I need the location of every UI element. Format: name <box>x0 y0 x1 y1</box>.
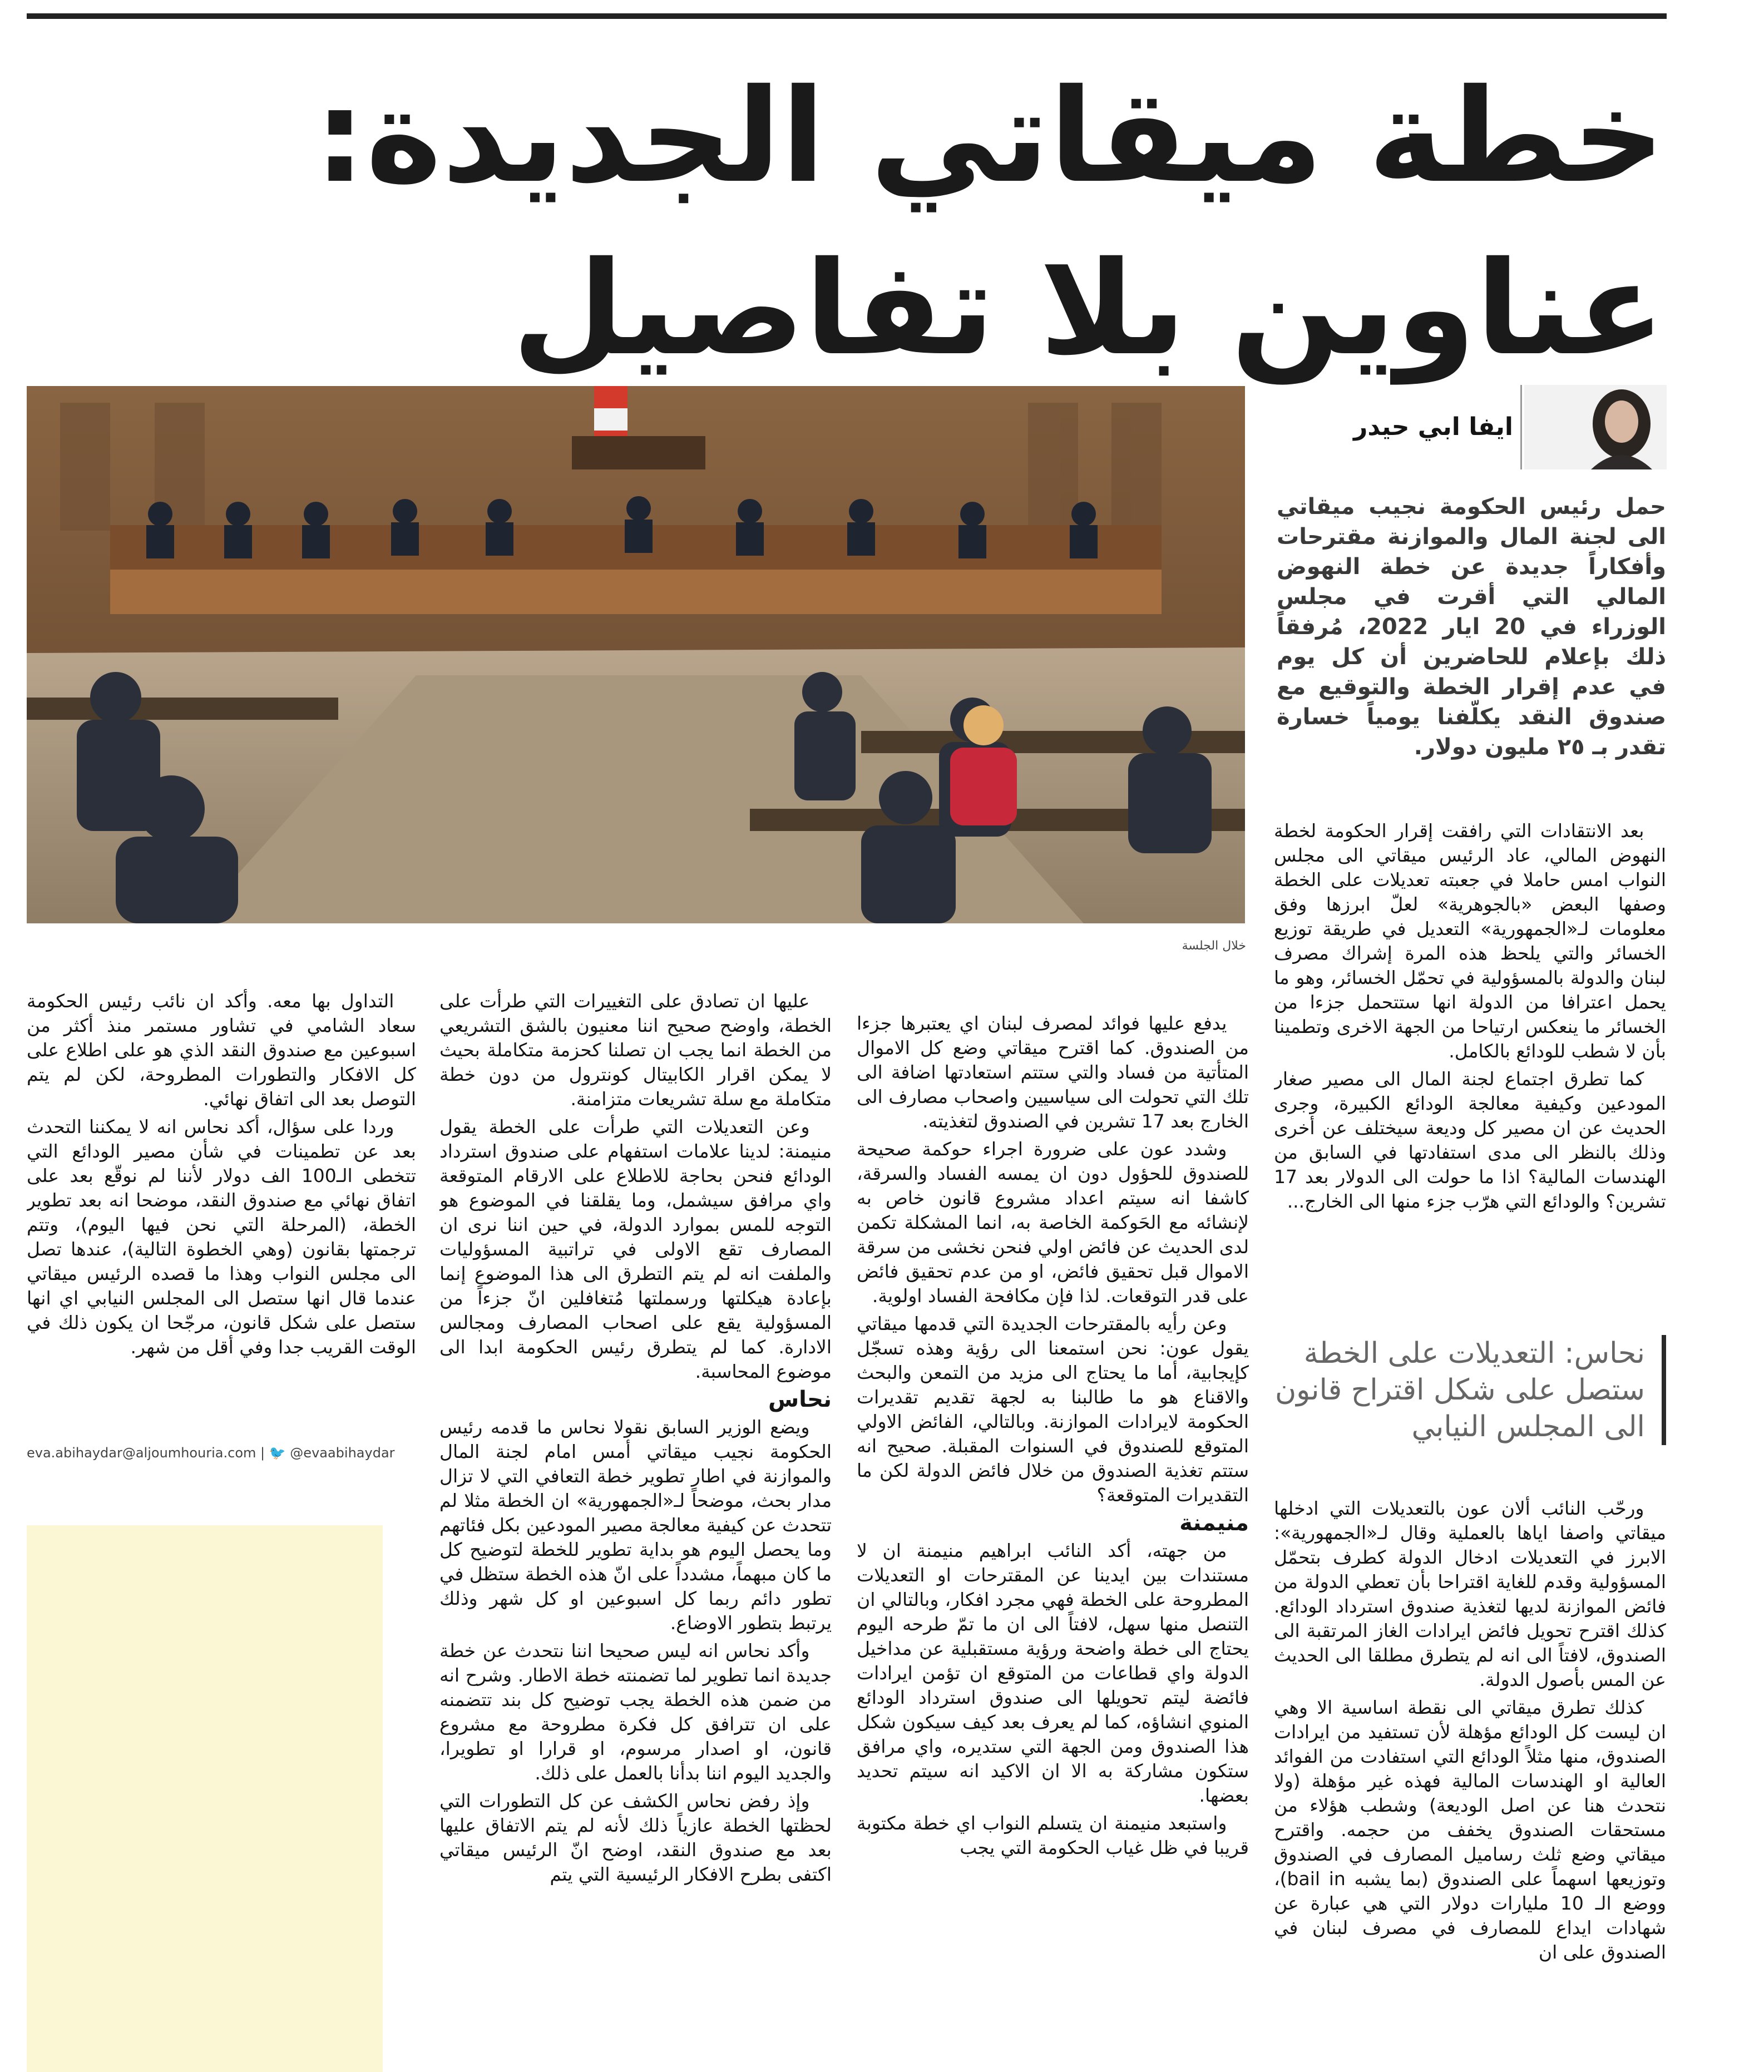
paragraph: وأكد نحاس انه ليس صحيحا اننا نتحدث عن خطة جديدة انما تطوير لما تضمنته خطة الاطار. وشرح انه من ضمن هذه الخطة يجب توضيح كل بند تتضمنه على ان تترافق كل فكرة مطروحة مع مشروع قانون، او اصدار مرسوم، او قرارا او تطويرا، والجديد اليوم اننا بدأنا بالعمل على ذلك. <box>439 1640 832 1784</box>
author-handle[interactable]: @evaabihaydar <box>290 1445 395 1461</box>
author-name: ايفا ابي حيدر <box>1353 413 1513 441</box>
paragraph: وشدد عون على ضرورة اجراء حوكمة صحيحة للصندوق للحؤول دون ان يمسه الفساد والسرقة، كاشفا انه سيتم اعداد مشروع قانون خاص به لإنشائه مع الحَوكمة الخاصة به، انما المشكلة تكمن لدى الحديث عن فائض اولي فنحن نخشى من سرقة الاموال قبل تحقيق فائض، او من عدم تحقيق فائض على قدر التوقعات. لذا فإن مكافحة الفساد اولوية. <box>857 1138 1249 1307</box>
paragraph: وإذ رفض نحاس الكشف عن كل التطورات التي لحظتها الخطة عازياً ذلك لأنه لم يتم الاتفاق عليها بعد مع صندوق النقد، اوضح انّ الرئيس ميقاتي اكتفى بطرح الافكار الرئيسية التي يتم <box>439 1790 832 1885</box>
paragraph: من جهته، أكد النائب ابراهيم منيمنة ان لا مستندات بين ايدينا عن المقترحات او التعديلات المطروحة على الخطة فهي مجرد افكار، وبالتالي ان التنصل منها سهل، لافتاً الى ان ما تمّ طرحه اليوم يحتاج الى خطة واضحة ورؤية مستقبلية عن مداخيل الدولة واي قطاعات من المتوقع ان تؤمن ايرادات فائضة ليتم تحويلها الى صندوق استرداد الودائع المنوي انشاؤه، كما لم يعرف بعد كيف سيكون شكل هذا الصندوق ومن الجهة التي ستديره، واي مرافق ستكون مشاركة به الا ان الاكيد انه سيتم تحديد بعضها. <box>857 1540 1249 1806</box>
top-rule <box>27 13 1667 19</box>
author-portrait-image <box>1524 385 1667 469</box>
paragraph: كما تطرق اجتماع لجنة المال الى مصير صغار المودعين وكيفية معالجة الودائع الكبيرة، وجرى الحديث عن ان مصير كل وديعة سيختلف عن أخرى وذلك بالنظر الى مدى استفادتها في السابق من الهندسات المالية؟ اذا ما حولت الى الدولار بعد 17 تشرين؟ والودائع التي هرّب جزء منها الى الخارج... <box>1274 1068 1666 1212</box>
paragraph: وعن رأيه بالمقترحات الجديدة التي قدمها ميقاتي يقول عون: نحن استمعنا الى رؤية وهذه تسجّل كإيجابية، أما ما يحتاج الى مزيد من التمعن والبحث والاقناع هو ما طالبنا به لجهة تقديم تقديرات الحكومة لايرادات الموازنة. وبالتالي، الفائض الاولي المتوقع للصندوق في السنوات المقبلة. صحيح انه ستتم تغذية الصندوق من خلال فائض الدولة لكن ما التقديرات المتوقعة؟ <box>857 1313 1249 1506</box>
author-contact <box>27 1445 416 1461</box>
subhead-minaymneh: منيمنة <box>1179 1510 1249 1536</box>
paragraph: بعد الانتقادات التي رافقت إقرار الحكومة لخطة النهوض المالي، عاد الرئيس ميقاتي الى مجلس النواب امس حاملا في جعبته تعديلات على الخطة وصفها البعض «بالجوهرية» لعلّ ابرزها وفق معلومات لـ«الجمهورية» التعديل في طريقة توزيع الخسائر والتي يلحظ هذه المرة إشراك مصرف لبنان والدولة بالمسؤولية في تحمّل الخسائر، وهو ما يحمل اعترافا من الدولة انها ستتحمل جزءا من الخسائر ما ينعكس ارتياحا من الجهة الاخرى وتطمينا بأن لا شطب للودائع بالكامل. <box>1274 820 1666 1062</box>
paragraph: وردا على سؤال، أكد نحاس انه لا يمكننا التحدث بعد عن تطمينات في شأن مصير الودائع التي تتخطى الـ100 الف دولار لأننا لم نوقّع بعد على اتفاق نهائي مع صندوق النقد، موضحا انه بعد تطوير الخطة، (المرحلة التي نحن فيها اليوم)، وتتم ترجمتها بقانون (وهي الخطوة التالية)، عندها تصل الى مجلس النواب وهذا ما قصده الرئيس ميقاتي عندما قال انها ستصل الى المجلس النيابي اي انها ستصل على شكل قانون، مرجّحا ان يكون ذلك في الوقت القريب جدا وفي أقل من شهر. <box>27 1116 416 1358</box>
author-photo <box>1524 385 1667 469</box>
contact-separator: | <box>260 1445 269 1461</box>
paragraph: ورحّب النائب ألان عون بالتعديلات التي ادخلها ميقاتي واصفا اياها بالعملية وقال لـ«الجمهورية»: الابرز في التعديلات ادخال الدولة كطرف بتحمّل المسؤولية وقدم للغاية اقتراحا بأن تعطي الدولة من فائض الموازنة لديها لتغذية صندوق استرداد الودائع. كذلك اقترح تحويل فائض ايرادات الغاز المرتقبة الى الصندوق، لافتاً الى انه لم يتطرق مطلقا الى الحديث عن المس بأصول الدولة. <box>1274 1497 1666 1690</box>
headline-line-1: خطة ميقاتي الجديدة: <box>314 61 1665 211</box>
session-photo <box>27 386 1245 923</box>
paragraph: عليها ان تصادق على التغييرات التي طرأت على الخطة، واوضح صحيح اننا معنيون بالشق التشريعي من الخطة انما يجب ان تصلنا كحزمة متكاملة بحيث لا يمكن اقرار الكابيتال كونترول من دون خطة متكاملة مع سلة تشريعات متزامنة. <box>439 990 832 1110</box>
author-email[interactable]: eva.abihaydar@aljoumhouria.com <box>27 1445 256 1461</box>
pull-quote: نحاس: التعديلات على الخطة ستصل على شكل اقتراح قانون الى المجلس النيابي <box>1274 1335 1666 1445</box>
article-column-4 <box>27 989 416 1440</box>
ad-space-box <box>27 1525 383 2072</box>
paragraph: التداول بها معه. وأكد ان نائب رئيس الحكومة سعاد الشامي في تشاور مستمر منذ أكثر من اسبوعين مع صندوق النقد الذي هو على اطلاع على كل الافكار والتطورات المطروحة، لكن لم يتم التوصل بعد الى اتفاق نهائي. <box>27 990 416 1110</box>
lead-paragraph: حمل رئيس الحكومة نجيب ميقاتي الى لجنة المال والموازنة مقترحات وأفكاراً جديدة عن خطة النهوض المالي التي أقرت في مجلس الوزراء في 20 ايار 2022، مُرفقاً ذلك بإعلام للحاضرين أن كل يوم في عدم إقرار الخطة والتوقيع مع صندوق النقد يكلّفنا يومياً خسارة تقدر بـ ٢٥ مليون دولار. <box>1277 494 1666 760</box>
paragraph: وعن التعديلات التي طرأت على الخطة يقول منيمنة: لدينا علامات استفهام على صندوق استرداد الودائع فنحن بحاجة للاطلاع على الارقام المتوقعة واي مرافق سيشمل، وما يقلقنا في الموضوع هو التوجه للمس بموارد الدولة، في حين اننا نرى ان المصارف تقع الاولى في تراتبية المسؤوليات والملفت انه لم يتم التطرق الى هذا الموضوع إنما بإعادة هيكلتها ورسملتها مُتغافلين انّ جزءاً من المسؤولية يقع على اصحاب المصارف ومجالس الادارة. كما لم يتطرق رئيس الحكومة ابدا الى موضوع المحاسبة. <box>439 1116 832 1382</box>
headline-line-2: عناوين بلا تفاصيل <box>512 234 1665 384</box>
photo-caption: خلال الجلسة <box>1182 939 1246 953</box>
article-column-3 <box>439 989 832 2071</box>
paragraph: يدفع عليها فوائد لمصرف لبنان اي يعتبرها جزءا من الصندوق. كما اقترح ميقاتي وضع كل الاموال المتأتية من فساد والتي ستتم استعادتها اضافة الى تلك التي تحولت الى سياسيين واصحاب مصارف الى الخارج بعد 17 تشرين في الصندوق لتغذيته. <box>857 1012 1249 1132</box>
article-column-2 <box>857 1011 1249 2071</box>
article-column-1 <box>1274 819 1666 1343</box>
author-separator <box>1520 385 1522 469</box>
headline <box>163 50 1665 395</box>
parliament-session-image <box>27 386 1245 923</box>
twitter-icon: 🐦 <box>269 1445 286 1461</box>
subhead-nahas: نحاس <box>768 1387 832 1412</box>
article-column-1-continued <box>1274 1496 1666 2069</box>
paragraph: كذلك تطرق ميقاتي الى نقطة اساسية الا وهي ان ليست كل الودائع مؤهلة لأن تستفيد من ايرادات الصندوق، منها مثلاً الودائع التي استفادت من الفوائد العالية او الهندسات المالية فهذه غير مؤهلة (ولا نتحدث هنا عن اصل الوديعة) وشطب هؤلاء من مستحقات الصندوق يخفف من حجمه. واقترح ميقاتي وضع ثلث رساميل المصارف في الصندوق وتوزيعها اسهماً على الصندوق (بما يشبه bail in)، ووضع الـ 10 مليارات دولار التي هي عبارة عن شهادات ايداع للمصارف في مصرف لبنان في الصندوق على ان <box>1274 1697 1666 1963</box>
paragraph: ويضع الوزير السابق نقولا نحاس ما قدمه رئيس الحكومة نجيب ميقاتي أمس امام لجنة المال والموازنة في اطار تطوير خطة التعافي التي لا تزال مدار بحث، موضحاً لـ«الجمهورية» ان الخطة مثلا لم تتحدث عن كيفية معالجة مصير المودعين بكل فئاتهم وما يحصل اليوم هو بداية تطوير للخطة لتوضيح كل ما كان مبهماً، مشدداً على انّ هذه الخطة ستظل في تطور دائم ربما كل اسبوعين او كل شهر وذلك يرتبط بتطور الاوضاع. <box>439 1416 832 1634</box>
paragraph: واستبعد منيمنة ان يتسلم النواب اي خطة مكتوبة قريبا في ظل غياب الحكومة التي يجب <box>857 1812 1249 1858</box>
